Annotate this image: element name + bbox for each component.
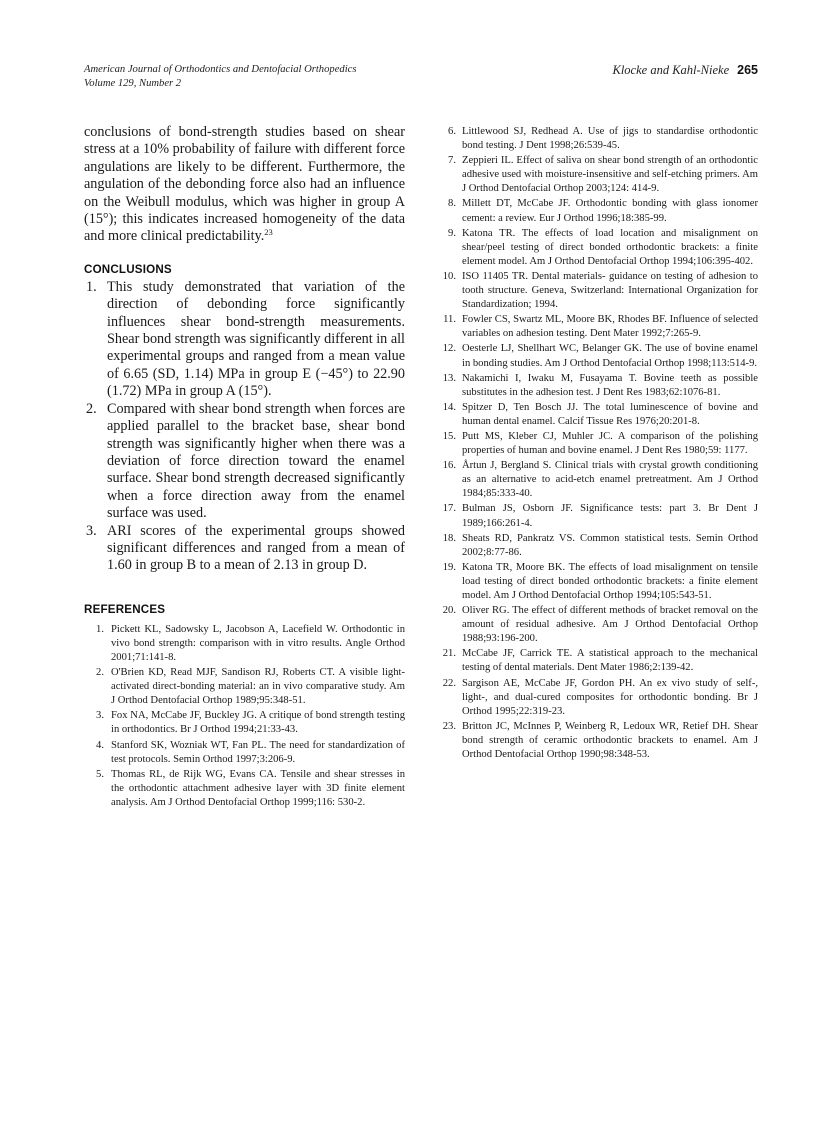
references-heading: REFERENCES <box>84 602 166 616</box>
intro-paragraph <box>84 124 405 246</box>
reference-number: 4. <box>96 739 104 751</box>
reference-number: 7. <box>448 155 456 167</box>
reference-number: 11. <box>443 314 456 326</box>
journal-volume: Volume 129, Number 2 <box>84 78 182 89</box>
reference-item <box>440 459 758 501</box>
reference-text: Stanford SK, Wozniak WT, Fan PL. The need for standardization of test protocols. Semin Orthod 1997;3:206-9. <box>111 739 405 765</box>
reference-number: 17. <box>442 503 456 515</box>
reference-number: 9. <box>448 227 456 239</box>
reference-item <box>440 270 758 312</box>
reference-item <box>88 623 405 665</box>
reference-text: McCabe JF, Carrick TE. A statistical approach to the mechanical testing of dental materials. Dent Mater 1986;2:139-42. <box>462 648 758 674</box>
reference-text: Sargison AE, McCabe JF, Gordon PH. An ex vivo study of self-, light-, and dual-cured composites for orthodontic bonding. Br J Orthod 1995;22:319-23. <box>462 677 758 717</box>
reference-item <box>440 154 758 196</box>
conclusion-item <box>84 401 405 523</box>
reference-item <box>88 768 405 810</box>
reference-item <box>440 372 758 400</box>
reference-item <box>440 430 758 458</box>
reference-text: Katona TR, Moore BK. The effects of load misalignment on tensile load testing of direct bonded orthodontic brackets: a finite element model. Am J Orthod Dentofacial Orthop 1994;105:543-51. <box>462 561 758 601</box>
right-column <box>440 125 758 763</box>
reference-text: Oliver RG. The effect of different methods of bracket removal on the amount of residual adhesive. Am J Orthod Dentofacial Orthop 1988;93:196-200. <box>462 605 758 645</box>
reference-item <box>440 720 758 762</box>
item-number: 1. <box>86 278 97 295</box>
reference-text: Littlewood SJ, Redhead A. Use of jigs to standardise orthodontic bond testing. J Dent 1998;26:539-45. <box>462 126 758 152</box>
conclusions-heading: CONCLUSIONS <box>84 262 172 276</box>
conclusions-list <box>84 279 405 575</box>
references-list-right <box>440 125 758 762</box>
reference-text: Bulman JS, Osborn JF. Significance tests: part 3. Br Dent J 1989;166:261-4. <box>462 503 758 529</box>
reference-text: Oesterle LJ, Shellhart WC, Belanger GK. The use of bovine enamel in bonding studies. Am J Orthod Dentofacial Orthop 1998;113:514-9. <box>462 343 758 369</box>
reference-item <box>440 227 758 269</box>
reference-text: Sheats RD, Pankratz VS. Common statistical tests. Semin Orthod 2002;8:77-86. <box>462 532 758 558</box>
left-column <box>84 124 405 811</box>
reference-item <box>440 342 758 370</box>
reference-text: Spitzer D, Ten Bosch JJ. The total luminescence of bovine and human dental enamel. Calcif Tissue Res 1976;20:201-8. <box>462 401 758 427</box>
reference-text: Fowler CS, Swartz ML, Moore BK, Rhodes BF. Influence of selected variables on adhesion testing. Dent Mater 1992;7:265-9. <box>462 314 758 340</box>
reference-number: 19. <box>442 561 456 573</box>
reference-text: Zeppieri IL. Effect of saliva on shear bond strength of an orthodontic adhesive used with moisture-insensitive and self-etching primers. Am J Orthod Dentofacial Orthop 2003;124: 414-9. <box>462 155 758 195</box>
reference-text: Thomas RL, de Rijk WG, Evans CA. Tensile and shear stresses in the orthodontic attachment adhesive layer with 3D finite element analysis. Am J Orthod Dentofacial Orthop 1999;116: 530-2. <box>111 768 405 808</box>
reference-number: 12. <box>442 343 456 355</box>
reference-item <box>440 502 758 530</box>
item-text: This study demonstrated that variation of the direction of debonding force significantly influences shear bond-strength measurements. Shear bond strength was significantly different in all experimental groups and ranged from a mean value of 6.65 (SD, 1.14) MPa in group E (−45°) to 22.90 (1.72) MPa in group A (15°). <box>107 278 405 400</box>
running-authors: Klocke and Kahl-Nieke <box>612 63 730 77</box>
reference-number: 16. <box>442 460 456 472</box>
reference-number: 1. <box>96 623 104 635</box>
reference-text: Pickett KL, Sadowsky L, Jacobson A, Lacefield W. Orthodontic in vivo bond strength: comparison with in vitro results. Angle Orthod 2001;71:141-8. <box>111 623 405 663</box>
reference-number: 22. <box>442 677 456 689</box>
reference-number: 21. <box>442 648 456 660</box>
citation-superscript: 23 <box>264 227 273 238</box>
reference-text: Fox NA, McCabe JF, Buckley JG. A critique of bond strength testing in orthodontics. Br J Orthod 1994;21:33-43. <box>111 710 405 736</box>
reference-number: 10. <box>442 270 456 282</box>
reference-number: 2. <box>96 667 104 679</box>
reference-item <box>440 561 758 603</box>
page-number: 265 <box>737 63 758 77</box>
reference-item <box>88 739 405 767</box>
reference-number: 20. <box>442 605 456 617</box>
running-header <box>84 63 758 95</box>
reference-text: Katona TR. The effects of load location and misalignment on shear/peel testing of direct bonded orthodontic brackets: a finite element model. Am J Orthod Dentofacial Orthop 1994;106:395-402. <box>462 227 758 267</box>
reference-number: 5. <box>96 768 104 780</box>
intro-text: conclusions of bond-strength studies based on shear stress at a 10% probability of failure with different force angulations are likely to be different. Furthermore, the angulation of the debonding force also had an influence on the Weibull modulus, which was higher in group A (15°); this indicates increased homogeneity of the data and more clinical predictability. <box>84 124 405 245</box>
reference-text: Årtun J, Bergland S. Clinical trials with crystal growth conditioning as an alternative to acid-etch enamel pretreatment. Am J Orthod 1984;85:333-40. <box>462 460 758 500</box>
reference-item <box>440 197 758 225</box>
header-right <box>613 63 759 77</box>
reference-text: Nakamichi I, Iwaku M, Fusayama T. Bovine teeth as possible substitutes in the adhesion test. J Dent Res 1983;62:1076-81. <box>462 372 758 398</box>
references-list-left <box>84 623 405 810</box>
reference-item <box>88 666 405 708</box>
item-number: 3. <box>86 522 97 539</box>
reference-item <box>440 125 758 153</box>
reference-item <box>88 709 405 737</box>
reference-number: 14. <box>442 401 456 413</box>
reference-number: 13. <box>442 372 456 384</box>
conclusion-item <box>84 523 405 575</box>
reference-text: Putt MS, Kleber CJ, Muhler JC. A comparison of the polishing properties of human and bovine enamel. J Dent Res 1980;59: 1177. <box>462 430 758 457</box>
item-text: ARI scores of the experimental groups showed significant differences and ranged from a mean of 1.60 in group B to a mean of 2.13 in group D. <box>107 522 405 574</box>
reference-item <box>440 647 758 675</box>
reference-item <box>440 532 758 560</box>
reference-item <box>440 313 758 341</box>
reference-number: 6. <box>448 126 456 137</box>
journal-info <box>84 63 356 91</box>
reference-text: O'Brien KD, Read MJF, Sandison RJ, Roberts CT. A visible light-activated direct-bonding material: an in vivo comparative study. Am J Orthod Dentofacial Orthop 1989;95:348-51. <box>111 667 405 707</box>
reference-item <box>440 677 758 719</box>
reference-text: Britton JC, McInnes P, Weinberg R, Ledoux WR, Retief DH. Shear bond strength of ceramic orthodontic brackets to enamel. Am J Orthod Dentofacial Orthop 1990;98:348-53. <box>462 720 758 761</box>
reference-number: 8. <box>448 198 456 210</box>
reference-item <box>440 604 758 646</box>
reference-text: Millett DT, McCabe JF. Orthodontic bonding with glass ionomer cement: a review. Eur J Orthod 1996;18:385-99. <box>462 198 758 224</box>
reference-number: 23. <box>442 720 456 732</box>
reference-number: 3. <box>96 710 104 722</box>
item-number: 2. <box>86 400 97 417</box>
reference-item <box>440 401 758 429</box>
reference-number: 18. <box>442 532 456 544</box>
reference-text: ISO 11405 TR. Dental materials- guidance on testing of adhesion to tooth structure. Geneva, Switzerland: International Organization for Standardization; 1994. <box>462 270 758 311</box>
journal-title: American Journal of Orthodontics and Dentofacial Orthopedics <box>84 64 357 75</box>
item-text: Compared with shear bond strength when forces are applied parallel to the bracket base, shear bond strength was significantly higher when there was a deviation of force direction toward the enamel surface. Shear bond strength decreased significantly when a force direction away from the enamel surface was used. <box>107 400 405 522</box>
reference-number: 15. <box>442 430 456 442</box>
conclusion-item <box>84 279 405 401</box>
